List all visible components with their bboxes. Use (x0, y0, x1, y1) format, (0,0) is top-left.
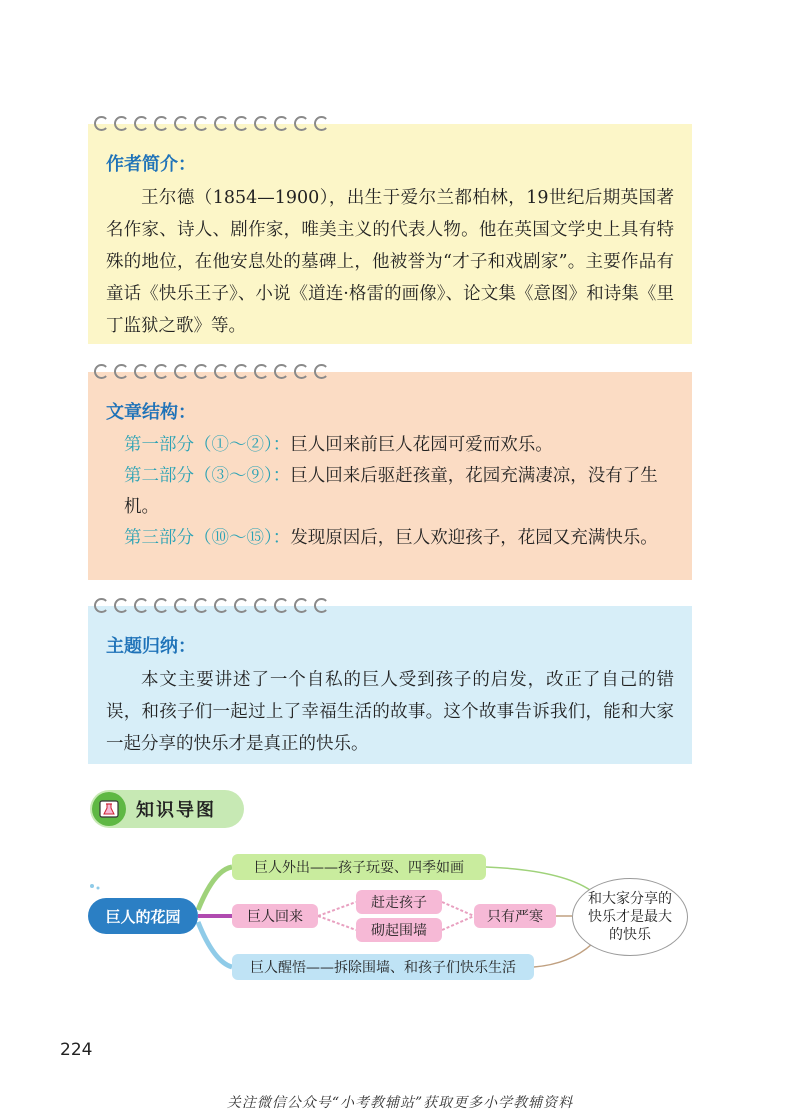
node-build-wall: 砌起围墙 (356, 918, 442, 942)
article-structure-title: 文章结构： (106, 402, 196, 423)
page-number: 224 (60, 1040, 93, 1060)
mind-map-conclusion: 和大家分享的快乐才是最大的快乐 (572, 878, 688, 956)
structure-part-3 (106, 523, 674, 554)
notebook-rings (94, 364, 329, 379)
part-1-text: 巨人回来前巨人花园可爱而欢乐。 (290, 435, 553, 455)
author-intro-text: 王尔德（1854—1900），出生于爱尔兰都柏林，19世纪后期英国著名作家、诗人、剧作家，唯美主义的代表人物。他在英国文学史上具有特殊的地位，在他安息处的墓碑上，他被誉为“才子和戏剧家”。主要作品有童话《快乐王子》、小说《道连·格雷的画像》、论文集《意图》和诗集《里丁监狱之歌》等。 (106, 188, 674, 336)
knowledge-map-header (90, 790, 244, 828)
part-3-label: 第三部分（⑩～⑮）： (124, 528, 291, 548)
theme-summary-title: 主题归纳： (106, 636, 196, 657)
part-2-text: 巨人回来后驱赶孩童，花园充满凄凉，没有了生机。 (124, 466, 658, 517)
mind-map (0, 840, 800, 990)
part-2-label: 第二部分（③～⑨）： (124, 466, 291, 486)
branch-giant-awakens: 巨人醒悟——拆除围墙、和孩子们快乐生活 (232, 954, 534, 980)
knowledge-map-title: 知识导图 (136, 800, 216, 821)
flask-icon (92, 792, 126, 826)
theme-summary-card (88, 606, 692, 764)
node-drive-away-children: 赶走孩子 (356, 890, 442, 914)
footer-watermark: 关注微信公众号“小考教辅站”获取更多小学教辅资料 (226, 1095, 574, 1111)
notebook-rings (94, 116, 329, 131)
notebook-rings (94, 598, 329, 613)
author-intro-title: 作者简介： (106, 154, 196, 175)
branch-giant-returns: 巨人回来 (232, 904, 318, 928)
structure-part-1 (106, 430, 674, 461)
part-1-label: 第一部分（①～②）： (124, 435, 291, 455)
branch-giant-away: 巨人外出——孩子玩耍、四季如画 (232, 854, 486, 880)
mind-map-root: 巨人的花园 (88, 898, 198, 934)
node-only-cold: 只有严寒 (474, 904, 556, 928)
structure-part-2 (106, 461, 674, 523)
author-intro-card (88, 124, 692, 344)
theme-summary-text: 本文主要讲述了一个自私的巨人受到孩子的启发，改正了自己的错误，和孩子们一起过上了幸福生活的故事。这个故事告诉我们，能和大家一起分享的快乐才是真正的快乐。 (106, 670, 674, 754)
article-structure-card (88, 372, 692, 580)
part-3-text: 发现原因后，巨人欢迎孩子，花园又充满快乐。 (290, 528, 658, 548)
